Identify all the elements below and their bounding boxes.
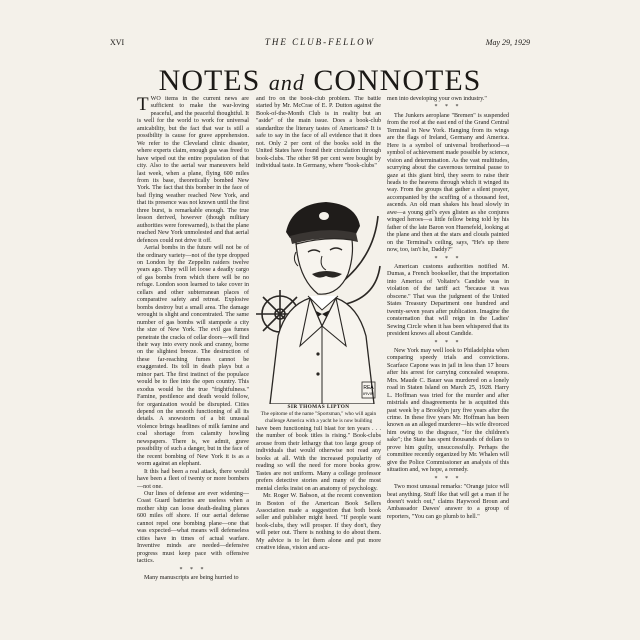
paragraph: and fro on the book-club problem. The battle started by Mr. McCrae of E. P. Dutton against the Book-of-the-Month Club is in reality but an "aside" of the main issue. Does a book-club standardize the literary tastes of Americans? It is safe to say in the face of all evidence that it does not. Only 2 per cent of the books sold in the United States have found their circulation through book-clubs. The other 98 per cent were bought by individual taste. In Germany, where "book-clubs"	[256, 96, 381, 170]
masthead: THE CLUB-FELLOW	[264, 37, 376, 47]
caption-text: The epitome of the name "Sportsman," who will again challenge America with a yacht he is now building	[260, 411, 377, 424]
paragraph: It this had been a real attack, there would have been a fleet of twenty or more bombers—not one.	[137, 468, 249, 490]
portrait-drawing	[256, 186, 381, 404]
column-right	[387, 96, 509, 620]
issue-date: May 29, 1929	[485, 38, 530, 47]
section-divider: * * *	[434, 104, 462, 111]
paragraph: Two most unusual remarks: "Orange juice will beat anything. Stuff like that will get a man if he doesn't watch out," claims Haywood Broun and Ambassador Dawes' answer to a group of reporters, "You can go plumb to hell."	[387, 484, 509, 520]
column-left	[137, 96, 249, 620]
title-and: and	[268, 70, 305, 95]
title-notes: NOTES	[158, 64, 261, 97]
caption-name: SIR THOMAS LIPTON	[287, 404, 350, 410]
column-middle-top	[256, 96, 381, 182]
paragraph: The Junkers aeroplane "Bremen" is suspended from the roof at the east end of the Grand Central Terminal in New York. Hanging from its wings are the flags of Ireland, Germany and America. Here is a symbol of universal brotherhood—a symbol of achievement made possible by science, vision and determination. As the vast multitudes, scurrying about the cavernous terminal pause to gaze at this giant bird, they seem to raise their heads to the heavens through which it winged its way. From the groups that gather a silent prayer, accompanied by the scuffing of a thousand feet, ascends. An old man shakes his head slowly in awe—a young girl's eyes glisten as she conjures winged heroes—a little fellow being told by his father of the late Baron von Huenefeld, looking at the plane and then at the stars and clouds painted on the Terminal's ceiling, says, "He's up there now, too, isn't he, Daddy?"	[387, 112, 509, 254]
running-header	[110, 38, 530, 50]
paragraph: Our lines of defense are ever widening—Coast Guard batteries are useless when a mother ship can loose death-dealing planes 600 miles off shore. If our aerial defense cannot repel one bombing plane—one that was expected—what means will defenseless cities have in times of actual warfare. Inventive minds are needed—defensive progress must keep pace with offensive tactics.	[137, 491, 249, 565]
section-divider: * * *	[434, 339, 462, 346]
paragraph: Many manuscripts are being hurried to	[144, 575, 239, 581]
paragraph: men into developing your own industry."	[387, 96, 487, 102]
section-divider: * * *	[434, 475, 462, 482]
page-title	[110, 64, 530, 98]
caricature-illustration	[256, 186, 381, 404]
paragraph: American customs authorities notified M. Dumas, a French bookseller, that the importation into America of Voltaire's Candide was in violation of the tariff act "because it was obscene." That was the judgment of the United States Treasury Department one hundred and twenty-seven years after publication. Imagine the consternation that will reign in the Ladies' Sewing Circle when it has been whispered that its president knows all about Candide.	[387, 263, 509, 338]
paragraph: TWO items in the current news are sufficient to make the war-loving peaceful, and the peaceful thoughtful. It is well for the world to work for universal amicability, but the fact that war is still a possibility is cause for grave apprehension. We refer to the Cleveland clinic disaster, where experts claim, enough gas was freed to have wiped out the entire population of that city. Also to the aerial war maneuvers held last week, when a plane, flying 600 miles from its base, theoretically bombed New York. The fact that this bomber in the face of bad flying weather reached New York, and that its presence was not known until the first three burst, is remarkable enough. The true lesson derived, however (though military authorities were forewarned), is that the plane reached New York unmolested and that aerial defences could not drive it off.	[137, 96, 249, 244]
artist-signature: REA	[363, 385, 374, 391]
paragraph: have been functioning full blast for ten years . . . the number of book titles is rising." Book-clubs arouse from their lethargy that too large group of individuals that would otherwise not read any books at all. With the increased popularity of reading so will the need for more books grow. Tastes are not uniform. Many a college professor prefers detective stories and many of the most menial clerks insist on an anatomy of psychology.	[256, 426, 381, 492]
paragraph: Aerial bombs in the future will not be of the ordinary variety—not of the type dropped on London by the Zeppelin raiders twelve years ago. They will let loose a deadly cargo of gas bombs from which there will be no refuge. London soon learned to take cover in cellars and other subterranean places of comparative safety and retreat. Explosive bombs destroy but a small area. The damage wrought is slight and concentrated. The same number of gas bombs will stampede a city the size of New York. The evil gas fumes penetrate the cracks of cellar doors—will find their way into every nook and cranny, borne on the slightest breeze. The destruction of these far-reaching fumes cannot be exaggerated. Its toll in death plays but a minor part. The first instinct of the populace would be to flee into the open country. This exodus would be the true "frightfulness." Famine, pestilence and death would follow, for organization would be disrupted. Cities depend on the smooth functioning of all its details. A snowstorm of a bit unusual violence brings headlines of milk famine and coal shortage from calamity howling newspapers. There is, we admit, grave possibility of such a danger, but in the face of the recent bombing of New York it is as a worm against an elephant.	[137, 245, 249, 468]
page-number: XVI	[110, 38, 125, 47]
illustration-caption	[256, 404, 381, 424]
paragraph: New York may well look to Philadelphia when comparing speedy trials and convictions. Scarface Capone was in jail in less than 17 hours after his arrest for carrying concealed weapons. Mrs. Maude C. Bauer was murdered on a lonely road in Staten Island on March 25, 1928. Harry L. Hoffman was tried for the murder and after mistrials and disagreements he is acquitted this past week by a Brooklyn jury five years after the crime. In these five years Mr. Hoffman has been known as an alleged murderer—his wife divorced him owing to the disgrace, "for the children's sake"; the State has spent thousands of dollars to prove him guilty, unsuccessfully. Perhaps the committee recently organized by Mr. Whalen will give the Police Commissioner an analysis of this situation and, we hope, a remedy.	[387, 347, 509, 474]
title-connotes: CONNOTES	[313, 64, 482, 97]
column-middle-bottom	[256, 426, 381, 620]
paragraph: Mr. Roger W. Babson, at the recent convention in Boston of the American Book Sellers Association made a suggestion that both book seller and publisher might heed. "If people want book-clubs, they will prosper. If they don't, they will peter out. There is nothing to do about them. My advice is to let them alone and put more creative ideas, vision and acu-	[256, 493, 381, 552]
section-divider: * * *	[434, 255, 462, 262]
svg-text:IRVIN: IRVIN	[363, 391, 374, 396]
drop-cap: T	[137, 96, 149, 115]
section-divider: * * *	[179, 566, 207, 573]
